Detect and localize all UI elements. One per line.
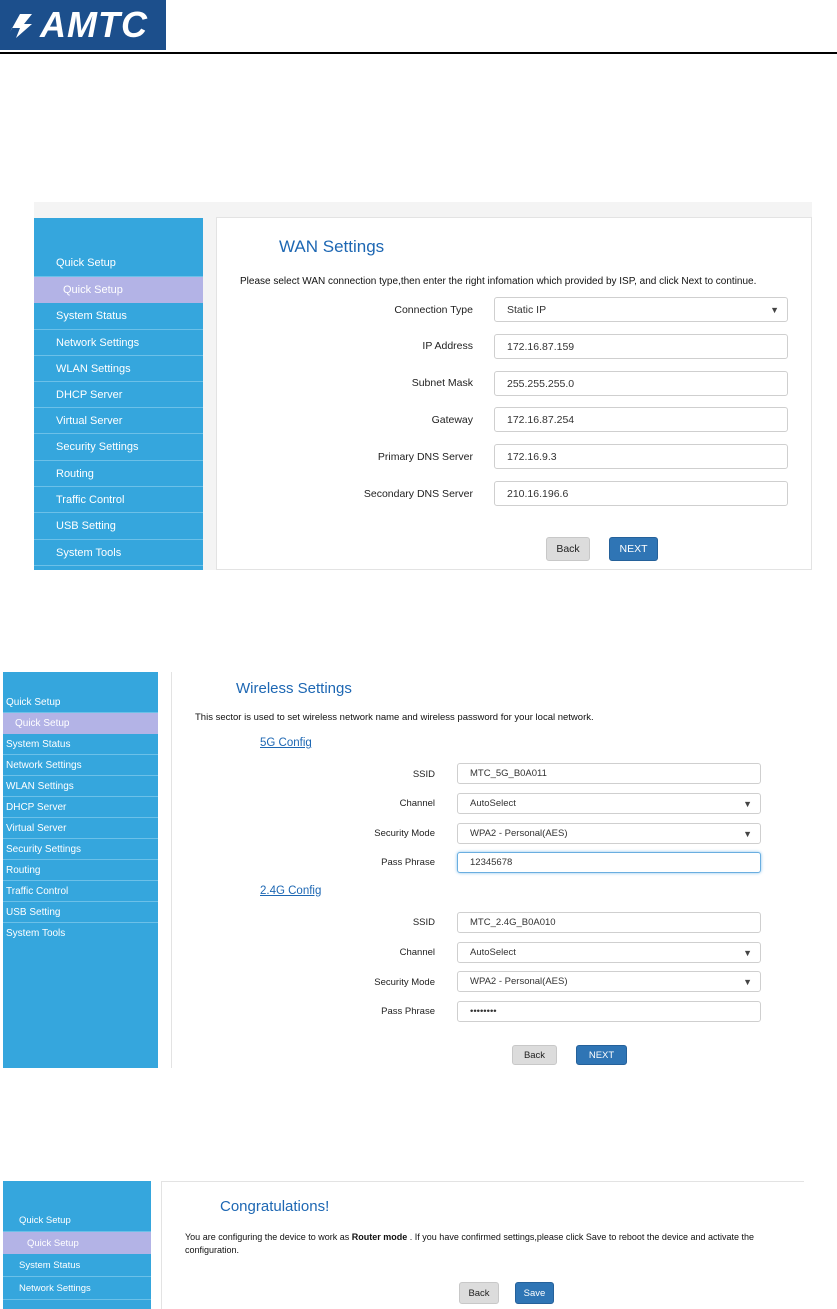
sidebar-item-system-status[interactable]: System Status [3,1254,151,1277]
page-description [185,1232,754,1242]
primary-dns-label: Primary DNS Server [377,451,473,463]
sidebar-item-security-settings[interactable]: Security Settings [3,839,158,860]
sidebar-item-usb-setting[interactable]: USB Setting [3,902,158,923]
back-button[interactable]: Back [512,1045,557,1065]
ssid-5g-label: SSID [412,769,435,780]
sidebar-item-dhcp-server[interactable]: DHCP Server [34,382,203,408]
gateway-label: Gateway [431,414,473,426]
pass-phrase-24g-label: Pass Phrase [381,1006,435,1017]
chevron-down-icon: ▼ [743,976,752,987]
ssid-5g-input[interactable]: MTC_5G_B0A011 [457,763,761,784]
description-suffix: . If you have confirmed settings,please click Save to reboot the device and activate the [407,1232,754,1242]
page-title: WAN Settings [279,237,385,256]
connection-type-select[interactable] [494,297,788,322]
sidebar-item-wlan-settings[interactable]: WLAN Settings [3,776,158,797]
sidebar-item-traffic-control[interactable]: Traffic Control [34,487,203,513]
security-mode-5g-label: Security Mode [374,828,435,839]
sidebar-item-security-settings[interactable]: Security Settings [34,434,203,461]
sidebar-item-routing[interactable]: Routing [3,860,158,881]
sidebar-item-network-settings[interactable]: Network Settings [3,755,158,776]
subnet-mask-input[interactable]: 255.255.255.0 [494,371,788,396]
congrats-content [161,1181,804,1309]
wireless-content [171,672,803,1068]
description-prefix: You are configuring the device to work as [185,1232,352,1242]
back-button[interactable]: Back [546,537,590,561]
sidebar-item-virtual-server[interactable]: Virtual Server [3,818,158,839]
security-mode-5g-value: WPA2 - Personal(AES) [470,828,568,839]
pass-phrase-24g-input[interactable]: •••••••• [457,1001,761,1022]
channel-5g-value: AutoSelect [470,798,516,809]
sidebar-item-network-settings[interactable]: Network Settings [34,330,203,356]
sidebar-item-system-tools[interactable]: System Tools [6,928,66,939]
sidebar-item-system-status[interactable]: System Status [3,734,158,755]
ip-address-label: IP Address [422,340,473,352]
save-button[interactable]: Save [515,1282,554,1304]
page-description: This sector is used to set wireless network name and wireless password for your local network. [195,712,594,723]
sidebar-item-system-tools[interactable]: System Tools [34,540,203,566]
logo-mark-icon [6,8,36,42]
chevron-down-icon: ▼ [743,798,752,809]
sidebar-item-quick-setup[interactable]: Quick Setup [34,250,203,277]
wireless-settings-screenshot [3,672,803,1068]
sidebar-subitem-quick-setup[interactable]: Quick Setup [3,1232,151,1254]
back-button[interactable]: Back [459,1282,499,1304]
page-description-line2: configuration. [185,1245,240,1255]
sidebar-subitem-quick-setup[interactable]: Quick Setup [3,713,158,734]
next-button[interactable]: NEXT [609,537,658,561]
ssid-24g-input[interactable]: MTC_2.4G_B0A010 [457,912,761,933]
channel-24g-label: Channel [399,947,435,958]
security-mode-24g-label: Security Mode [374,977,435,988]
gateway-input[interactable]: 172.16.87.254 [494,407,788,432]
sidebar-item-virtual-server[interactable]: Virtual Server [34,408,203,434]
sidebar-item-usb-setting[interactable]: USB Setting [34,513,203,540]
primary-dns-input[interactable]: 172.16.9.3 [494,444,788,469]
channel-24g-value: AutoSelect [470,947,516,958]
page-title: Congratulations! [220,1198,330,1215]
page-title: Wireless Settings [236,680,352,697]
sidebar-item-quick-setup[interactable]: Quick Setup [3,1209,151,1232]
congratulations-screenshot [3,1181,804,1309]
security-mode-24g-select[interactable] [457,971,761,992]
header-divider [0,52,837,54]
sidebar-item-quick-setup[interactable]: Quick Setup [3,692,158,713]
connection-type-value: Static IP [507,303,547,316]
chevron-down-icon: ▼ [770,304,779,315]
congrats-sidebar [3,1181,151,1309]
pass-phrase-5g-input[interactable]: 12345678 [457,852,761,873]
chevron-down-icon: ▼ [743,947,752,958]
page-description: Please select WAN connection type,then enter the right infomation which provided by ISP, and click Next to continue. [240,276,757,287]
pass-phrase-5g-label: Pass Phrase [381,857,435,868]
connection-type-label: Connection Type [394,304,473,316]
sidebar-item-network-settings[interactable]: Network Settings [3,1277,151,1300]
router-mode-text: Router mode [351,1232,408,1242]
channel-5g-label: Channel [399,798,435,809]
next-button[interactable]: NEXT [576,1045,627,1065]
wan-settings-screenshot [34,202,812,570]
24g-config-link[interactable]: 2.4G Config [260,885,322,897]
channel-5g-select[interactable] [457,793,761,814]
channel-24g-select[interactable] [457,942,761,963]
brand-name: AMTC [40,4,148,45]
brand-logo [0,0,166,50]
security-mode-24g-value: WPA2 - Personal(AES) [470,976,568,987]
security-mode-5g-select[interactable] [457,823,761,844]
sidebar-item-system-status[interactable]: System Status [34,303,203,330]
wan-content [216,217,812,570]
secondary-dns-label: Secondary DNS Server [363,488,473,500]
sidebar-item-wlan-settings[interactable]: WLAN Settings [34,356,203,382]
5g-config-link[interactable]: 5G Config [260,737,312,749]
sidebar-subitem-quick-setup[interactable]: Quick Setup [34,277,203,303]
subnet-mask-label: Subnet Mask [411,377,473,389]
sidebar-item-dhcp-server[interactable]: DHCP Server [3,797,158,818]
chevron-down-icon: ▼ [743,828,752,839]
secondary-dns-input[interactable]: 210.16.196.6 [494,481,788,506]
sidebar-item-routing[interactable]: Routing [34,461,203,487]
wireless-sidebar [3,672,158,1068]
ssid-24g-label: SSID [412,917,435,928]
wan-sidebar [34,218,203,570]
ip-address-input[interactable]: 172.16.87.159 [494,334,788,359]
sidebar-item-traffic-control[interactable]: Traffic Control [3,881,158,902]
